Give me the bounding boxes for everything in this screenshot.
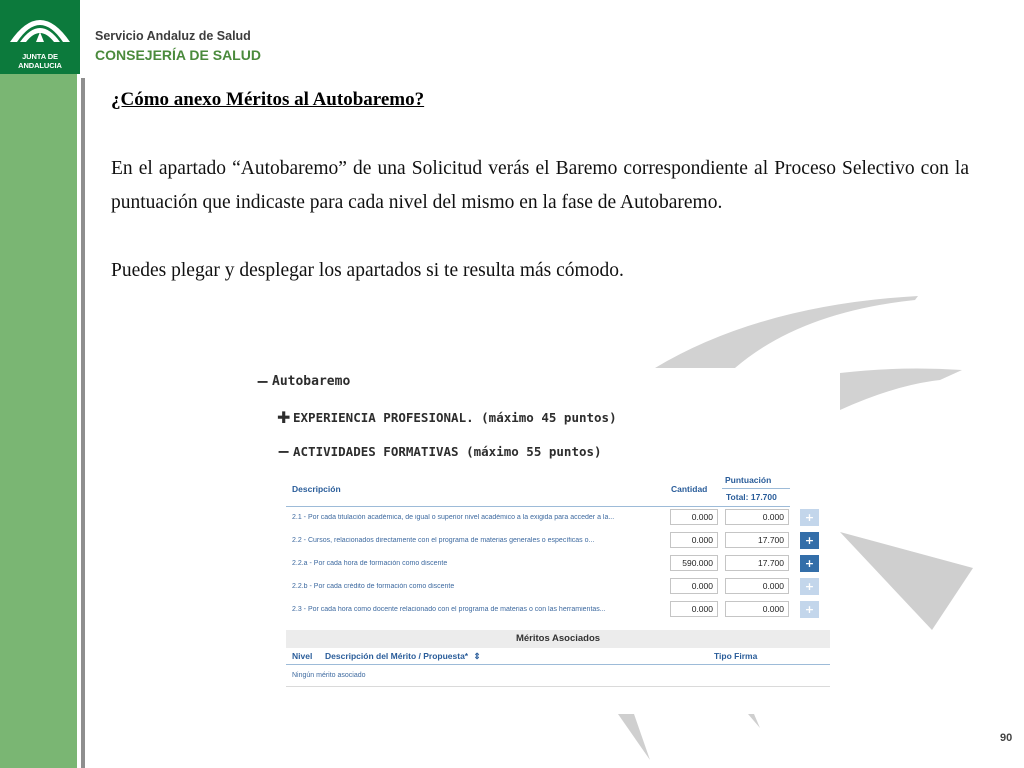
meritos-asociados-title: Méritos Asociados [286, 630, 830, 648]
total-label: Total: 17.700 [726, 492, 777, 502]
table-row [292, 509, 832, 529]
minus-icon[interactable]: − [256, 372, 270, 391]
section-actividades[interactable] [277, 442, 602, 461]
autobaremo-header[interactable] [256, 372, 350, 391]
left-green-band [0, 0, 77, 768]
section-experiencia[interactable] [277, 408, 617, 427]
puntuacion-field[interactable]: 0.000 [725, 578, 789, 594]
puntuacion-field[interactable]: 0.000 [725, 601, 789, 617]
col-descripcion-merito-label: Descripción del Mérito / Propuesta* [325, 651, 469, 661]
cantidad-field[interactable]: 0.000 [670, 601, 718, 617]
autobaremo-title: Autobaremo [272, 374, 351, 389]
row-description: 2.3 - Por cada hora como docente relacionado con el programa de materias o con las herramientas... [292, 606, 606, 613]
table-row [292, 578, 832, 598]
add-merit-button[interactable]: + [800, 578, 819, 595]
table-header-line [286, 506, 790, 507]
table-row [292, 532, 832, 552]
paragraph-plegar: Puedes plegar y desplegar los apartados si te resulta más cómodo. [111, 260, 624, 281]
cantidad-field[interactable]: 590.000 [670, 555, 718, 571]
cantidad-field[interactable]: 0.000 [670, 578, 718, 594]
col-cantidad: Cantidad [671, 484, 708, 494]
org-name: Servicio Andaluz de Salud [95, 29, 251, 43]
cantidad-field[interactable]: 0.000 [670, 532, 718, 548]
section-actividades-label: ACTIVIDADES FORMATIVAS (máximo 55 puntos) [293, 444, 602, 459]
add-merit-button[interactable]: + [800, 532, 819, 549]
row-description: 2.1 - Por cada titulación académica, de igual o superior nivel académico a la exigida para acceder a la... [292, 514, 615, 521]
logo-caption: JUNTA DE ANDALUCIA [18, 52, 62, 70]
puntuacion-field[interactable]: 17.700 [725, 555, 789, 571]
puntuacion-field[interactable]: 17.700 [725, 532, 789, 548]
row-description: 2.2 - Cursos, relacionados directamente con el programa de materias generales o específicas o... [292, 537, 595, 544]
vertical-rule [81, 78, 85, 768]
row-description: 2.2.a - Por cada hora de formación como discente [292, 560, 448, 567]
org-department: CONSEJERÍA DE SALUD [95, 47, 261, 63]
slide-title: ¿Cómo anexo Méritos al Autobaremo? [111, 89, 425, 110]
puntuacion-field[interactable]: 0.000 [725, 509, 789, 525]
minus-icon[interactable]: − [277, 442, 291, 461]
sort-icon[interactable]: ⇕ [473, 651, 481, 661]
col-descripcion-merito[interactable] [325, 651, 481, 662]
col-tipo-firma[interactable]: Tipo Firma [714, 651, 758, 661]
page-number: 90 [1000, 732, 1013, 744]
table-row [292, 555, 832, 575]
add-merit-button[interactable]: + [800, 601, 819, 618]
autobaremo-screenshot [244, 368, 840, 714]
meritos-bottom-line [286, 686, 830, 687]
table-row [292, 601, 832, 621]
col-descripcion: Descripción [292, 484, 341, 494]
add-merit-button[interactable]: + [800, 555, 819, 572]
add-merit-button[interactable]: + [800, 509, 819, 526]
section-experiencia-label: EXPERIENCIA PROFESIONAL. (máximo 45 puntos) [293, 410, 617, 425]
header-divider [722, 488, 790, 489]
cantidad-field[interactable]: 0.000 [670, 509, 718, 525]
meritos-header-line [286, 664, 830, 665]
paragraph-autobaremo: En el apartado “Autobaremo” de una Solicitud verás el Baremo correspondiente al Proceso Selectivo con la puntuación que indicaste para cada nivel del mismo en la fase de Autobaremo. [111, 158, 969, 213]
row-description: 2.2.b - Por cada crédito de formación como discente [292, 583, 455, 590]
empty-meritos-message: Ningún mérito asociado [292, 672, 366, 679]
col-puntuacion: Puntuación [725, 475, 772, 485]
junta-logo [0, 0, 80, 74]
plus-icon[interactable]: ✚ [277, 408, 291, 427]
col-nivel[interactable]: Nivel [292, 651, 313, 661]
